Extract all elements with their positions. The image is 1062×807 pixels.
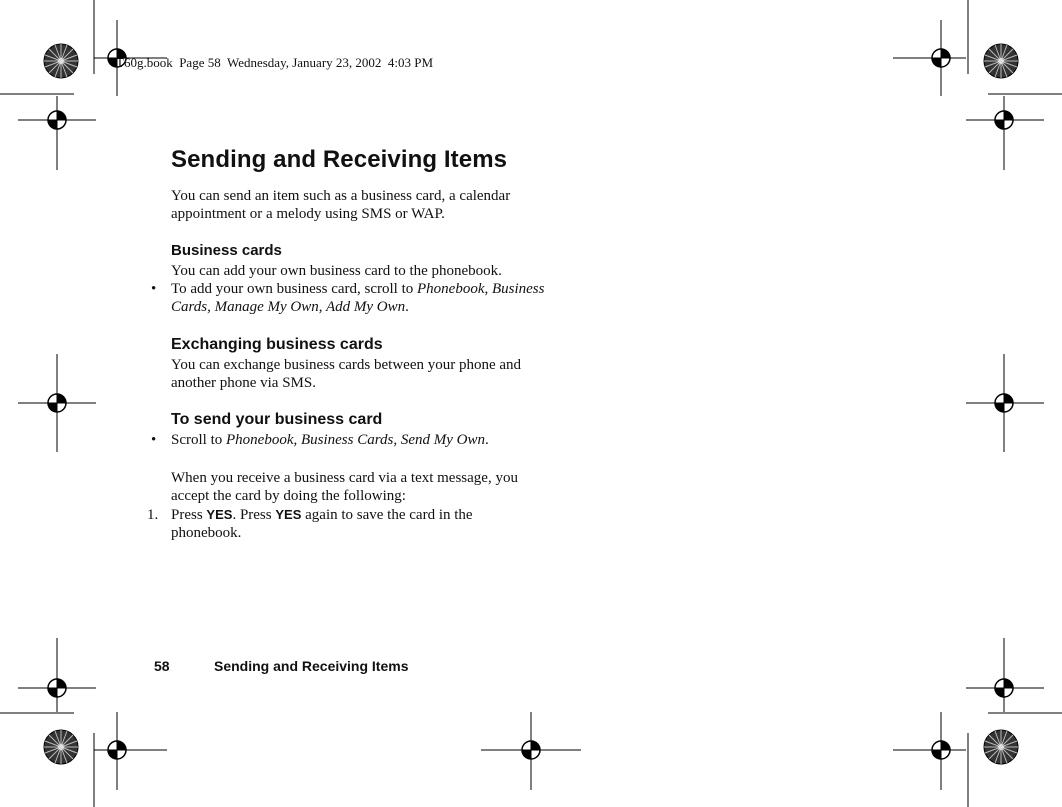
bullet-text: Scroll to Phonebook, Business Cards, Send My Own.	[171, 432, 489, 448]
corner-star-top-left	[44, 44, 78, 78]
receive-paragraph: When you receive a business card via a text message, you accept the card by doing the following:	[171, 470, 518, 504]
business-cards-heading: Business cards	[171, 242, 282, 259]
exchanging-heading: Exchanging business cards	[171, 336, 383, 353]
business-cards-text: You can add your own business card to the phonebook.	[171, 263, 502, 279]
print-slug-line: T60g.book Page 58 Wednesday, January 23, 2002 4:03 PM	[116, 55, 434, 70]
step-number: 1.	[147, 507, 159, 523]
bullet-text: To add your own business card, scroll to Phonebook, Business Cards, Manage My Own, Add My Own.	[171, 281, 545, 315]
footer-section-title: Sending and Receiving Items	[214, 658, 409, 674]
yes-key-label: YES	[275, 507, 302, 522]
bullet-mark: •	[151, 432, 157, 448]
step-text: Press YES. Press YES again to save the card in the phonebook.	[171, 507, 473, 541]
exchanging-text: You can exchange business cards between your phone and another phone via SMS.	[171, 357, 522, 391]
bullet-mark: •	[151, 281, 157, 297]
page-number: 58	[154, 658, 170, 674]
intro-paragraph: You can send an item such as a business card, a calendar appointment or a melody using SMS or WAP.	[171, 188, 511, 222]
corner-star-bottom-left	[44, 730, 78, 764]
page-title: Sending and Receiving Items	[171, 146, 508, 173]
corner-star-bottom-right	[984, 730, 1018, 764]
corner-star-top-right	[984, 44, 1018, 78]
yes-key-label: YES	[206, 507, 233, 522]
send-card-heading: To send your business card	[171, 411, 383, 428]
